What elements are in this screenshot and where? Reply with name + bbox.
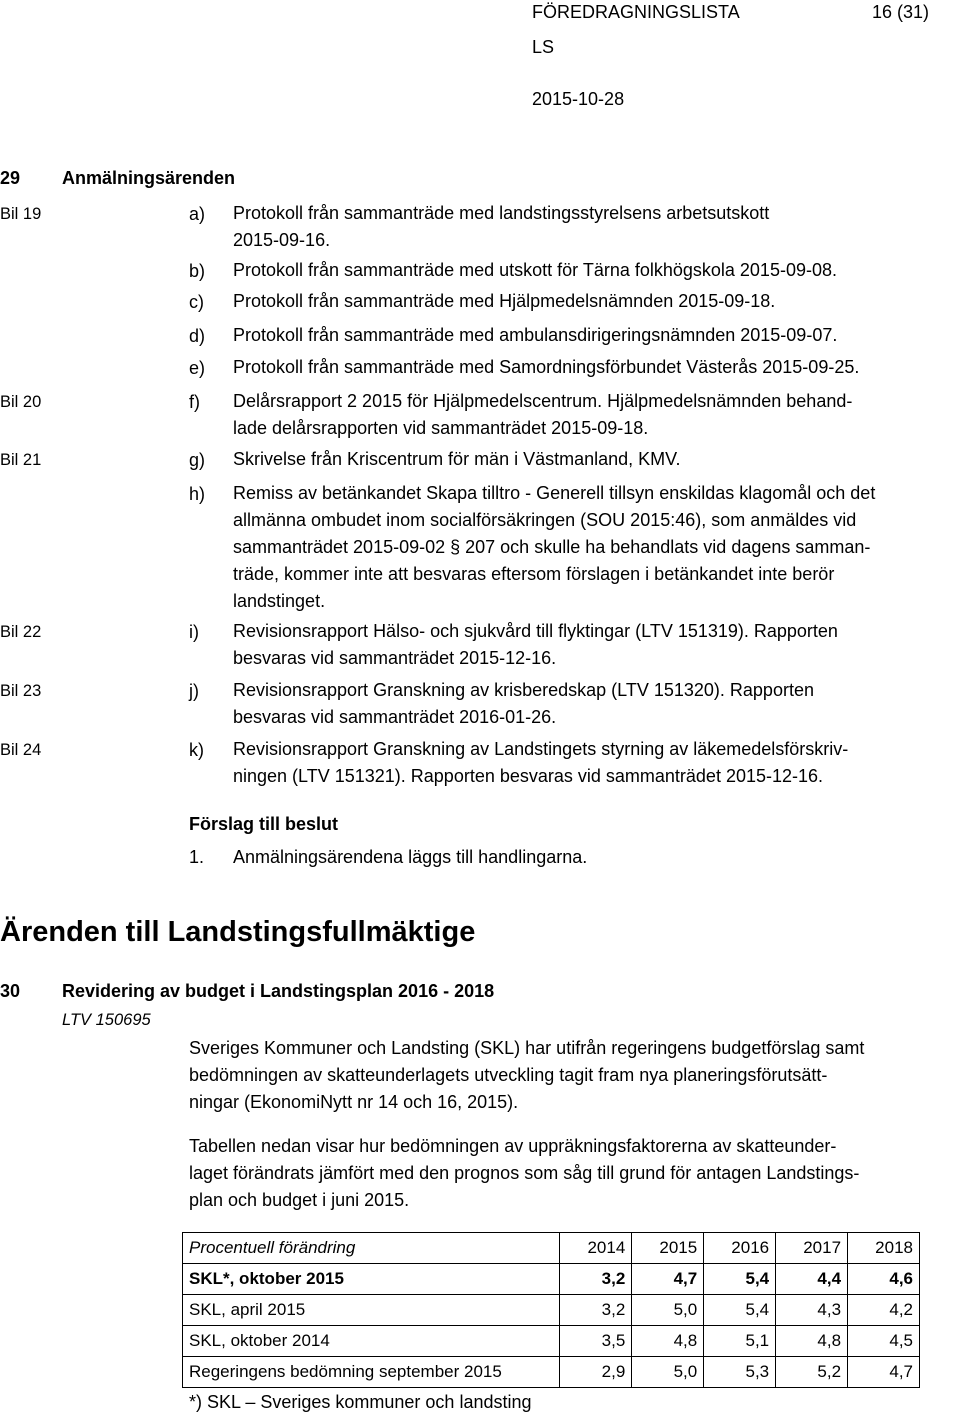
page-number: 16 (31) xyxy=(872,2,930,22)
table-cell: 5,4 xyxy=(704,1295,776,1326)
table-row xyxy=(183,1326,920,1357)
item-line: 2015-09-16. xyxy=(233,230,331,250)
attachment-label: Bil 23 xyxy=(0,682,42,700)
table-cell: 4,4 xyxy=(776,1264,848,1295)
table-header-row xyxy=(183,1233,920,1264)
item-line: besvaras vid sammanträdet 2016-01-26. xyxy=(233,707,557,727)
item-line: lade delårsrapporten vid sammanträdet 2015-09-18. xyxy=(233,418,649,438)
table-cell: 4,7 xyxy=(632,1264,704,1295)
item-line: Revisionsrapport Hälso- och sjukvård till flyktingar (LTV 151319). Rapporten xyxy=(233,621,838,641)
item-letter: b) xyxy=(189,261,206,281)
table-cell: 5,0 xyxy=(632,1357,704,1388)
proposal-text: Anmälningsärendena läggs till handlingarna. xyxy=(233,847,588,867)
table-header-cell: 2016 xyxy=(704,1233,776,1264)
table-cell: 5,4 xyxy=(704,1264,776,1295)
paragraph-line: ningar (EkonomiNytt nr 14 och 16, 2015). xyxy=(189,1092,519,1112)
item-line: landstinget. xyxy=(233,591,326,611)
item-line: ningen (LTV 151321). Rapporten besvaras vid sammanträdet 2015-12-16. xyxy=(233,766,824,786)
proposal-number: 1. xyxy=(189,847,205,867)
table-cell: 4,3 xyxy=(776,1295,848,1326)
table-cell: 2,9 xyxy=(560,1357,632,1388)
attachment-label: Bil 20 xyxy=(0,393,42,411)
table-cell: 3,2 xyxy=(560,1295,632,1326)
table-row xyxy=(183,1264,920,1295)
table-cell: 3,2 xyxy=(560,1264,632,1295)
paragraph-line: Tabellen nedan visar hur bedömningen av uppräkningsfaktorerna av skatteunder- xyxy=(189,1136,837,1156)
table-cell: SKL, april 2015 xyxy=(183,1295,560,1326)
section-title: Anmälningsärenden xyxy=(62,168,236,188)
item-letter: f) xyxy=(189,392,200,412)
item-letter: a) xyxy=(189,204,206,224)
table-cell: 5,2 xyxy=(776,1357,848,1388)
item-line: Protokoll från sammanträde med ambulansdirigeringsnämnden 2015-09-07. xyxy=(233,325,838,345)
document-title: FÖREDRAGNINGSLISTA xyxy=(532,2,740,22)
item-line: Protokoll från sammanträde med landstingsstyrelsens arbetsutskott xyxy=(233,203,770,223)
paragraph xyxy=(189,1035,864,1116)
table-cell: 4,7 xyxy=(848,1357,920,1388)
table-row xyxy=(183,1357,920,1388)
table-footnote: *) SKL – Sveriges kommuner och landsting xyxy=(189,1392,532,1412)
table-header-cell: 2014 xyxy=(560,1233,632,1264)
item-line: Revisionsrapport Granskning av krisberedskap (LTV 151320). Rapporten xyxy=(233,680,814,700)
item-line: Protokoll från sammanträde med utskott för Tärna folkhögskola 2015-09-08. xyxy=(233,260,837,280)
item-letter: d) xyxy=(189,326,206,346)
paragraph-line: Sveriges Kommuner och Landsting (SKL) har utifrån regeringens budgetförslag samt xyxy=(189,1038,865,1058)
item-line: Delårsrapport 2 2015 för Hjälpmedelscentrum. Hjälpmedelsnämnden behand- xyxy=(233,391,853,411)
item-text xyxy=(233,618,838,672)
item-letter: j) xyxy=(189,681,199,701)
item-text xyxy=(233,200,769,254)
table-cell: 4,6 xyxy=(848,1264,920,1295)
forecast-table xyxy=(182,1232,920,1388)
table-cell: 5,1 xyxy=(704,1326,776,1357)
case-number: LTV 150695 xyxy=(62,1011,151,1029)
table-cell: 3,5 xyxy=(560,1326,632,1357)
table-cell: 4,2 xyxy=(848,1295,920,1326)
item-letter: h) xyxy=(189,484,206,504)
item-text xyxy=(233,677,814,731)
item-text xyxy=(233,480,875,615)
attachment-label: Bil 22 xyxy=(0,623,42,641)
table-cell: 5,3 xyxy=(704,1357,776,1388)
item-letter: e) xyxy=(189,358,206,378)
item-line: besvaras vid sammanträdet 2015-12-16. xyxy=(233,648,557,668)
item-text xyxy=(233,354,859,381)
attachment-label: Bil 24 xyxy=(0,741,42,759)
table-header-cell: 2015 xyxy=(632,1233,704,1264)
item-line: träde, kommer inte att besvaras eftersom förslagen i betänkandet inte berör xyxy=(233,564,835,584)
table-header-cell: Procentuell förändring xyxy=(183,1233,560,1264)
table-header-cell: 2018 xyxy=(848,1233,920,1264)
table-cell: Regeringens bedömning september 2015 xyxy=(183,1357,560,1388)
item-letter: i) xyxy=(189,622,199,642)
item-letter: k) xyxy=(189,740,204,760)
section-number: 30 xyxy=(0,981,21,1001)
department: LS xyxy=(532,37,555,57)
item-line: Protokoll från sammanträde med Samordningsförbundet Västerås 2015-09-25. xyxy=(233,357,860,377)
item-line: Skrivelse från Kriscentrum för män i Västmanland, KMV. xyxy=(233,449,681,469)
item-letter: c) xyxy=(189,292,204,312)
table-cell: SKL*, oktober 2015 xyxy=(183,1264,560,1295)
table-header-cell: 2017 xyxy=(776,1233,848,1264)
table-cell: SKL, oktober 2014 xyxy=(183,1326,560,1357)
item-line: Remiss av betänkandet Skapa tilltro - Generell tillsyn enskildas klagomål och det xyxy=(233,483,876,503)
paragraph-line: laget förändrats jämfört med den prognos som såg till grund för antagen Landstings- xyxy=(189,1163,860,1183)
item-text xyxy=(233,288,775,315)
paragraph-line: bedömningen av skatteunderlagets utveckling tagit fram nya planeringsförutsätt- xyxy=(189,1065,828,1085)
item-line: Revisionsrapport Granskning av Landstingets styrning av läkemedelsförskriv- xyxy=(233,739,849,759)
table-row xyxy=(183,1295,920,1326)
item-text xyxy=(233,388,852,442)
table-cell: 5,0 xyxy=(632,1295,704,1326)
item-line: Protokoll från sammanträde med Hjälpmedelsnämnden 2015-09-18. xyxy=(233,291,776,311)
item-text xyxy=(233,257,837,284)
attachment-label: Bil 21 xyxy=(0,451,42,469)
item-text xyxy=(233,322,837,349)
paragraph xyxy=(189,1133,859,1214)
item-text xyxy=(233,736,848,790)
item-letter: g) xyxy=(189,450,206,470)
item-text xyxy=(233,446,681,473)
document-date: 2015-10-28 xyxy=(532,89,625,109)
table-cell: 4,8 xyxy=(776,1326,848,1357)
attachment-label: Bil 19 xyxy=(0,205,42,223)
table-cell: 4,8 xyxy=(632,1326,704,1357)
proposal-heading: Förslag till beslut xyxy=(189,814,339,834)
section-number: 29 xyxy=(0,168,21,188)
item-line: allmänna ombudet inom socialförsäkringen (SOU 2015:46), som anmäldes vid xyxy=(233,510,857,530)
chapter-heading: Ärenden till Landstingsfullmäktige xyxy=(0,916,476,948)
section-title: Revidering av budget i Landstingsplan 2016 - 2018 xyxy=(62,981,495,1001)
table-cell: 4,5 xyxy=(848,1326,920,1357)
paragraph-line: plan och budget i juni 2015. xyxy=(189,1190,410,1210)
item-line: sammanträdet 2015-09-02 § 207 och skulle ha behandlats vid dagens samman- xyxy=(233,537,871,557)
